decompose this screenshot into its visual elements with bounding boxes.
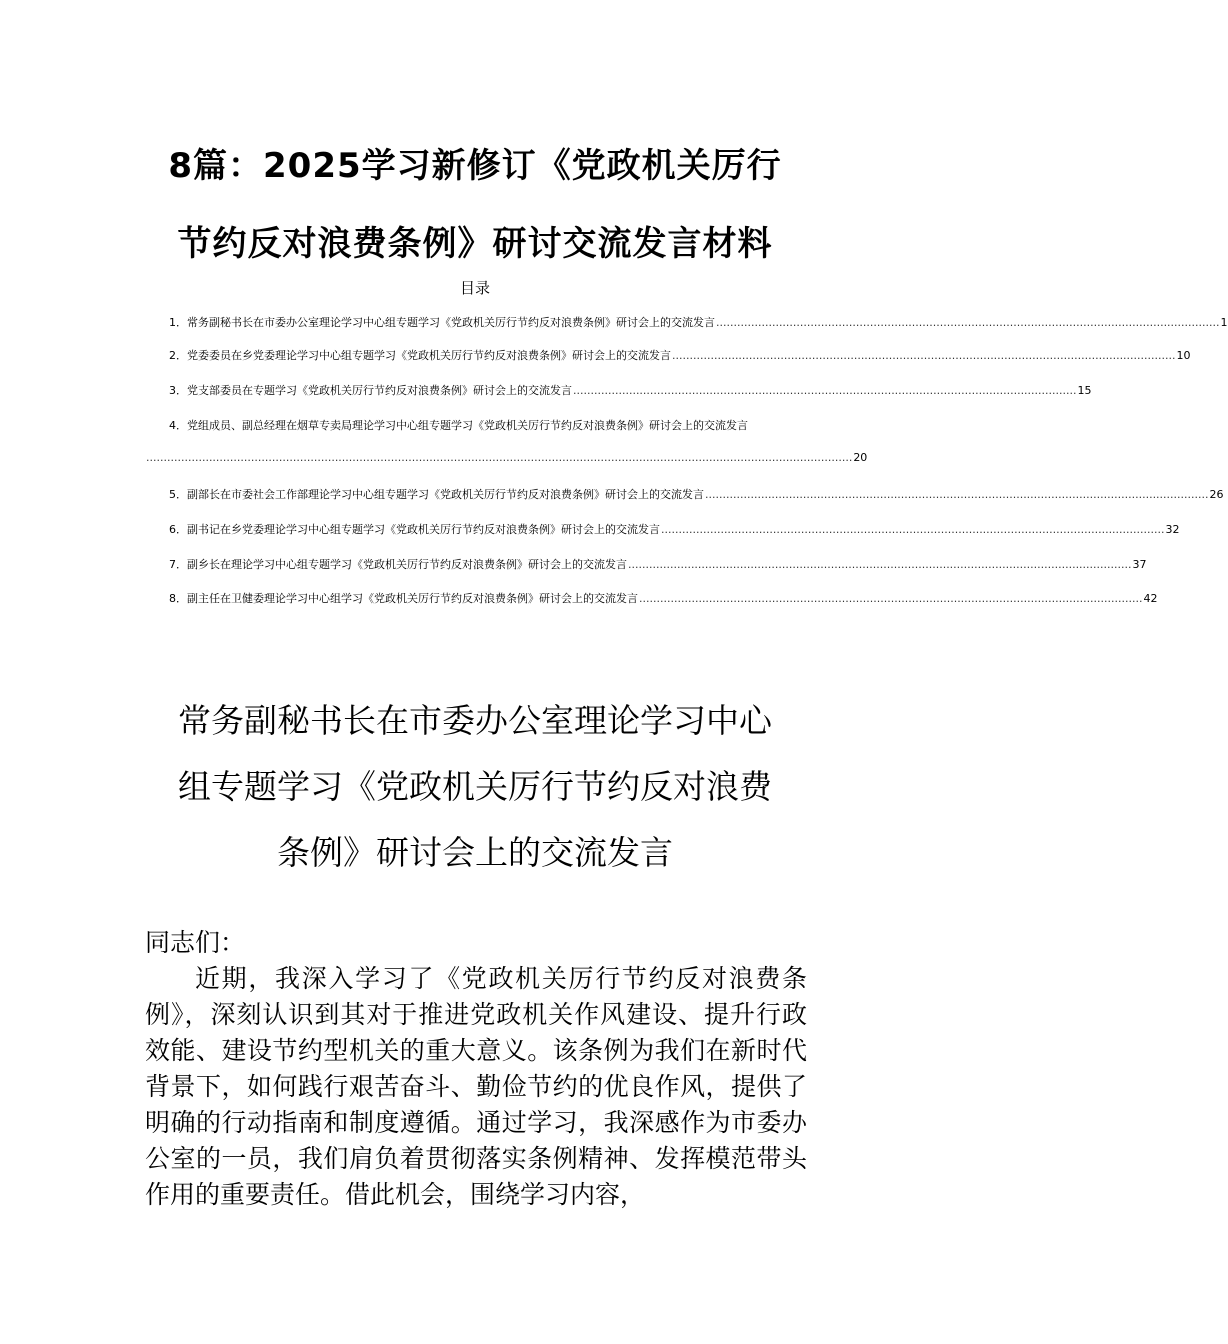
toc-leader-dots: ................................................................................................................................................	[705, 488, 1209, 501]
toc-entry-page: 42	[1143, 592, 1158, 605]
body-paragraph: 近期，我深入学习了《党政机关厉行节约反对浪费条例》，深刻认识到其对于推进党政机关作风建设、提升行政效能、建设节约型机关的重大意义。该条例为我们在新时代背景下，如何践行艰苦奋斗、勤俭节约的优良作风，提供了明确的行动指南和制度遵循。通过学习，我深感作为市委办公室的一员，我们肩负着贯彻落实条例精神、发挥模范带头作用的重要责任。借此机会，围绕学习内容，	[145, 964, 807, 1209]
toc-entry-label: 6．副书记在乡党委理论学习中心组专题学习《党政机关厉行节约反对浪费条例》研讨会上的交流发言	[169, 523, 660, 536]
toc-entry-page: 10	[1176, 349, 1191, 362]
toc-leader-dots: ................................................................................................................................................	[672, 349, 1176, 362]
toc-entry-page: 26	[1209, 488, 1224, 501]
toc-entry-page: 1	[1220, 316, 1228, 329]
title-line-1: 8篇：2025学习新修订《党政机关厉行	[168, 146, 782, 186]
title-line-2: 节约反对浪费条例》研讨交流发言材料	[177, 224, 773, 264]
toc-entry-label: 5．副部长在市委社会工作部理论学习中心组专题学习《党政机关厉行节约反对浪费条例》研讨会上的交流发言	[169, 488, 704, 501]
section-title-line-1: 常务副秘书长在市委办公室理论学习中心	[178, 701, 772, 740]
toc-entry[interactable]	[145, 382, 1092, 398]
toc-entry-page: 15	[1077, 384, 1092, 397]
toc-heading: 目录	[459, 279, 490, 297]
section-title-line-2: 组专题学习《党政机关厉行节约反对浪费	[178, 767, 772, 806]
toc-leader-dots: ................................................................................................................................................	[573, 384, 1077, 397]
toc-entry-label: 4．党组成员、副总经理在烟草专卖局理论学习中心组专题学习《党政机关厉行节约反对浪费条例》研讨会上的交流发言	[169, 419, 748, 432]
toc-entry-label: 1．常务副秘书长在市委办公室理论学习中心组专题学习《党政机关厉行节约反对浪费条例》研讨会上的交流发言	[169, 316, 715, 329]
toc-leader-dots: ................................................................................................................................................	[661, 523, 1165, 536]
toc-entry[interactable]	[145, 417, 805, 433]
toc-entry-label: 2．党委委员在乡党委理论学习中心组专题学习《党政机关厉行节约反对浪费条例》研讨会上的交流发言	[169, 349, 671, 362]
toc-leader-dots: ................................................................................................................................................	[639, 592, 1143, 605]
toc-entry[interactable]	[145, 521, 1180, 537]
toc-leader-dots: ................................................................................................................................................	[716, 316, 1220, 329]
toc-entry[interactable]	[145, 486, 1224, 502]
toc-entry-label: 8．副主任在卫健委理论学习中心组学习《党政机关厉行节约反对浪费条例》研讨会上的交流发言	[169, 592, 638, 605]
speech-body	[145, 925, 807, 1213]
toc-leader-dots: ..........................................................................................................................................................................................................	[146, 451, 853, 464]
salutation: 同志们：	[145, 928, 246, 957]
document-title	[145, 140, 805, 296]
section-title-line-3: 条例》研讨会上的交流发言	[277, 833, 673, 872]
toc-leader-dots: ................................................................................................................................................	[628, 558, 1132, 571]
toc-entry-label: 7．副乡长在理论学习中心组专题学习《党政机关厉行节约反对浪费条例》研讨会上的交流发言	[169, 558, 627, 571]
toc-entry[interactable]	[145, 590, 1158, 606]
toc-entry-page: 37	[1132, 558, 1147, 571]
toc-entry[interactable]	[145, 347, 1191, 363]
toc-entry[interactable]	[145, 556, 1147, 572]
toc-entry-page: 32	[1165, 523, 1180, 536]
toc-entry-label: 3．党支部委员在专题学习《党政机关厉行节约反对浪费条例》研讨会上的交流发言	[169, 384, 572, 397]
toc-entry-page: 20	[853, 451, 868, 464]
section-title	[145, 688, 805, 886]
toc-entry[interactable]	[145, 314, 1228, 330]
toc-entry-continuation[interactable]	[145, 451, 868, 467]
